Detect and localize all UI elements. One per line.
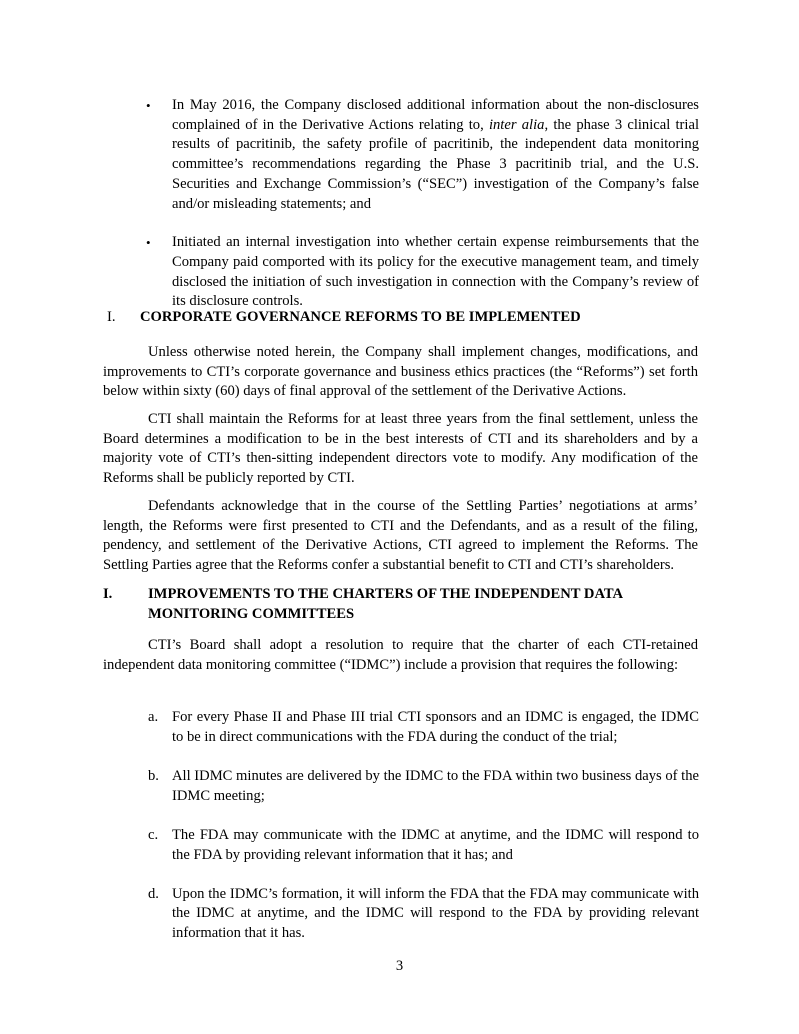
list-item — [148, 885, 699, 944]
bullet-italic-text: inter alia — [488, 116, 545, 133]
section-number: I. — [107, 309, 116, 325]
bullet-icon: • — [146, 98, 151, 113]
page-number: 3 — [395, 958, 404, 974]
list-item — [148, 767, 699, 806]
section-title: IMPROVEMENTS TO THE CHARTERS OF THE INDEPENDENT DATA MONITORING COMMITTEES — [148, 586, 623, 622]
paragraph: Unless otherwise noted herein, the Company shall implement changes, modifications, and improvements to CTI’s corporate governance and business ethics practices (the “Reforms”) set forth below within sixty (60) days of final approval of the settlement of the Derivative Actions. — [103, 344, 698, 400]
list-item-text: For every Phase II and Phase III trial CTI sponsors and an IDMC is engaged, the IDMC to be in direct communications with the FDA during the conduct of the trial; — [172, 709, 699, 745]
list-item-text: All IDMC minutes are delivered by the IDMC to the FDA within two business days of the IDMC meeting; — [172, 767, 699, 804]
paragraph: Defendants acknowledge that in the course of the Settling Parties’ negotiations at arms’ length, the Reforms were first presented to CTI and the Defendants, and as a result of the filing, pendency, and settlement of the Derivative Actions, CTI agreed to implement the Reforms. The Settling Parties agree that the Reforms confer a substantial benefit to CTI and CTI’s shareholders. — [103, 498, 698, 574]
list-letter: b. — [148, 767, 159, 784]
paragraph: CTI’s Board shall adopt a resolution to require that the charter of each CTI-retained independent data monitoring committee (“IDMC”) include a provision that requires the following: — [103, 637, 698, 673]
list-item-text: The FDA may communicate with the IDMC at anytime, and the IDMC will respond to the FDA by providing relevant information that it has; and — [172, 826, 699, 863]
bullet-text: Initiated an internal investigation into whether certain expense reimbursements that the Company paid comported with its policy for the executive management team, and timely disclosed the initiation of such investigation in connection with the Company’s review of its disclosure controls. — [172, 234, 699, 310]
bullet-item — [146, 96, 699, 214]
bullet-text-part: In May 2016, the Company disclosed additional information about the non-disclosures complained of in the Derivative Actions relating to, — [172, 97, 699, 133]
list-item — [148, 826, 699, 865]
paragraph: CTI shall maintain the Reforms for at least three years from the final settlement, unless the Board determines a modification to be in the best interests of CTI and its shareholders and by a majority vote of CTI’s then-sitting independent directors vote to modify. Any modification of the Reforms shall be publicly reported by CTI. — [103, 411, 698, 487]
list-letter: d. — [148, 885, 159, 902]
list-letter: a. — [148, 709, 159, 725]
disclosure-bullet-list — [146, 96, 699, 312]
bullet-icon: • — [146, 235, 151, 251]
list-letter: c. — [148, 826, 159, 843]
bullet-item — [146, 233, 699, 312]
section-heading-governance-reforms — [107, 308, 707, 328]
list-item — [148, 708, 699, 747]
bullet-text-part: , the phase 3 clinical trial results of pacritinib, the safety profile of pacritinib, the independent data monitoring committee’s recommendations regarding the Phase 3 pacritinib trial, and the U.S. Securities and Exchange Commission’s (“SEC”) investigation of the Company’s false and/or misleading statements; and — [172, 116, 700, 212]
list-item-text: Upon the IDMC’s formation, it will inform the FDA that the FDA may communicate with the IDMC at anytime, and the IDMC will respond to the FDA by providing relevant information that it has. — [172, 885, 699, 942]
section-title: CORPORATE GOVERNANCE REFORMS TO BE IMPLEMENTED — [140, 309, 581, 325]
requirements-list — [148, 708, 699, 944]
section-number: I. — [103, 586, 113, 602]
